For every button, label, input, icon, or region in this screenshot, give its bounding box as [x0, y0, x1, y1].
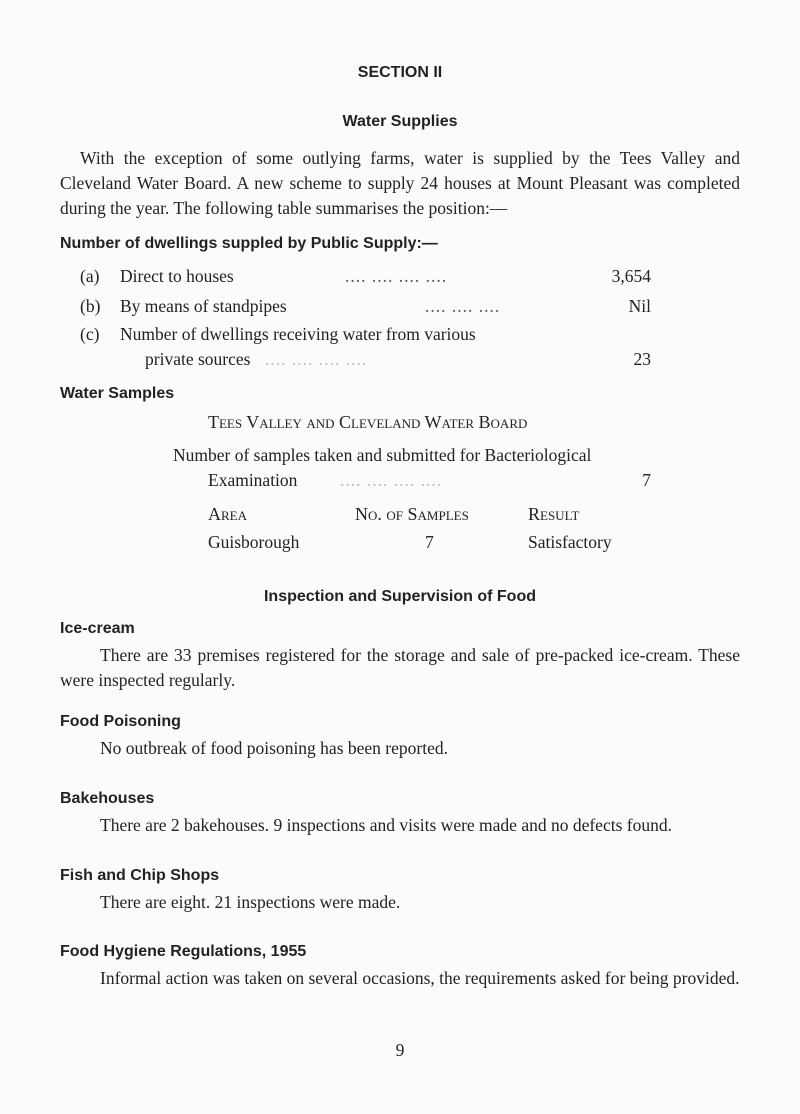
samples-line-1: Number of samples taken and submitted for Bacteriological: [173, 445, 592, 465]
dwelling-item-b-label: (b): [80, 296, 101, 316]
dwelling-item-c-label: (c): [80, 324, 100, 344]
food-poisoning-text: No outbreak of food poisoning has been reported.: [100, 738, 448, 758]
fish-chip-heading: Fish and Chip Shops: [60, 867, 220, 884]
food-hygiene-text: Informal action was taken on several occasions, the requirements asked for being provided.: [100, 968, 740, 988]
food-poisoning-heading: Food Poisoning: [60, 713, 181, 730]
dwelling-item-a-dots: .... .... .... ....: [345, 266, 448, 286]
table-header-area: Area: [208, 504, 247, 524]
dwelling-item-c-dots: .... .... .... ....: [265, 349, 368, 369]
food-hygiene-heading: Food Hygiene Regulations, 1955: [60, 943, 307, 960]
water-supplies-intro: With the exception of some outlying farms, water is supplied by the Tees Valley and Cleveland Water Board. A new scheme to supply 24 houses at Mount Pleasant was completed during the year. The following table summarises the position:—: [60, 148, 740, 218]
food-heading: Inspection and Supervision of Food: [263, 588, 536, 605]
bakehouses-text: There are 2 bakehouses. 9 inspections and visits were made and no defects found.: [100, 815, 672, 835]
dwelling-item-b-value: Nil: [628, 296, 651, 316]
dwelling-item-b-text: By means of standpipes: [120, 296, 287, 316]
table-cell-area: Guisborough: [208, 532, 300, 552]
table-cell-samples: 7: [425, 532, 434, 552]
dwelling-item-a-value: 3,654: [611, 266, 651, 286]
dwelling-item-c-text: Number of dwellings receiving water from various: [120, 324, 476, 344]
samples-value: 7: [642, 470, 651, 490]
table-header-result: Result: [528, 504, 580, 524]
fish-chip-text: There are eight. 21 inspections were made.: [100, 892, 401, 912]
samples-dots: .... .... .... ....: [340, 470, 443, 490]
water-supplies-heading: Water Supplies: [342, 113, 458, 130]
page-number: 9: [395, 1040, 405, 1060]
ice-cream-text: There are 33 premises registered for the storage and sale of pre-packed ice-cream. These were inspected regularly.: [60, 645, 740, 690]
table-cell-result: Satisfactory: [528, 532, 612, 552]
table-header-samples: No. of Samples: [355, 504, 469, 524]
section-title: SECTION II: [357, 64, 443, 81]
dwelling-item-c-value: 23: [633, 349, 651, 369]
water-board-title: Tees Valley and Cleveland Water Board: [208, 412, 528, 432]
water-samples-heading: Water Samples: [60, 385, 175, 402]
dwelling-item-a-label: (a): [80, 266, 100, 286]
dwelling-item-b-dots: .... .... ....: [425, 296, 501, 316]
samples-line-2: Examination: [208, 470, 298, 490]
dwellings-heading: Number of dwellings suppled by Public Supply:—: [60, 235, 438, 252]
bakehouses-heading: Bakehouses: [60, 790, 155, 807]
dwelling-item-a-text: Direct to houses: [120, 266, 234, 286]
dwelling-item-c-text2: private sources: [145, 349, 251, 369]
ice-cream-heading: Ice-cream: [60, 620, 135, 637]
